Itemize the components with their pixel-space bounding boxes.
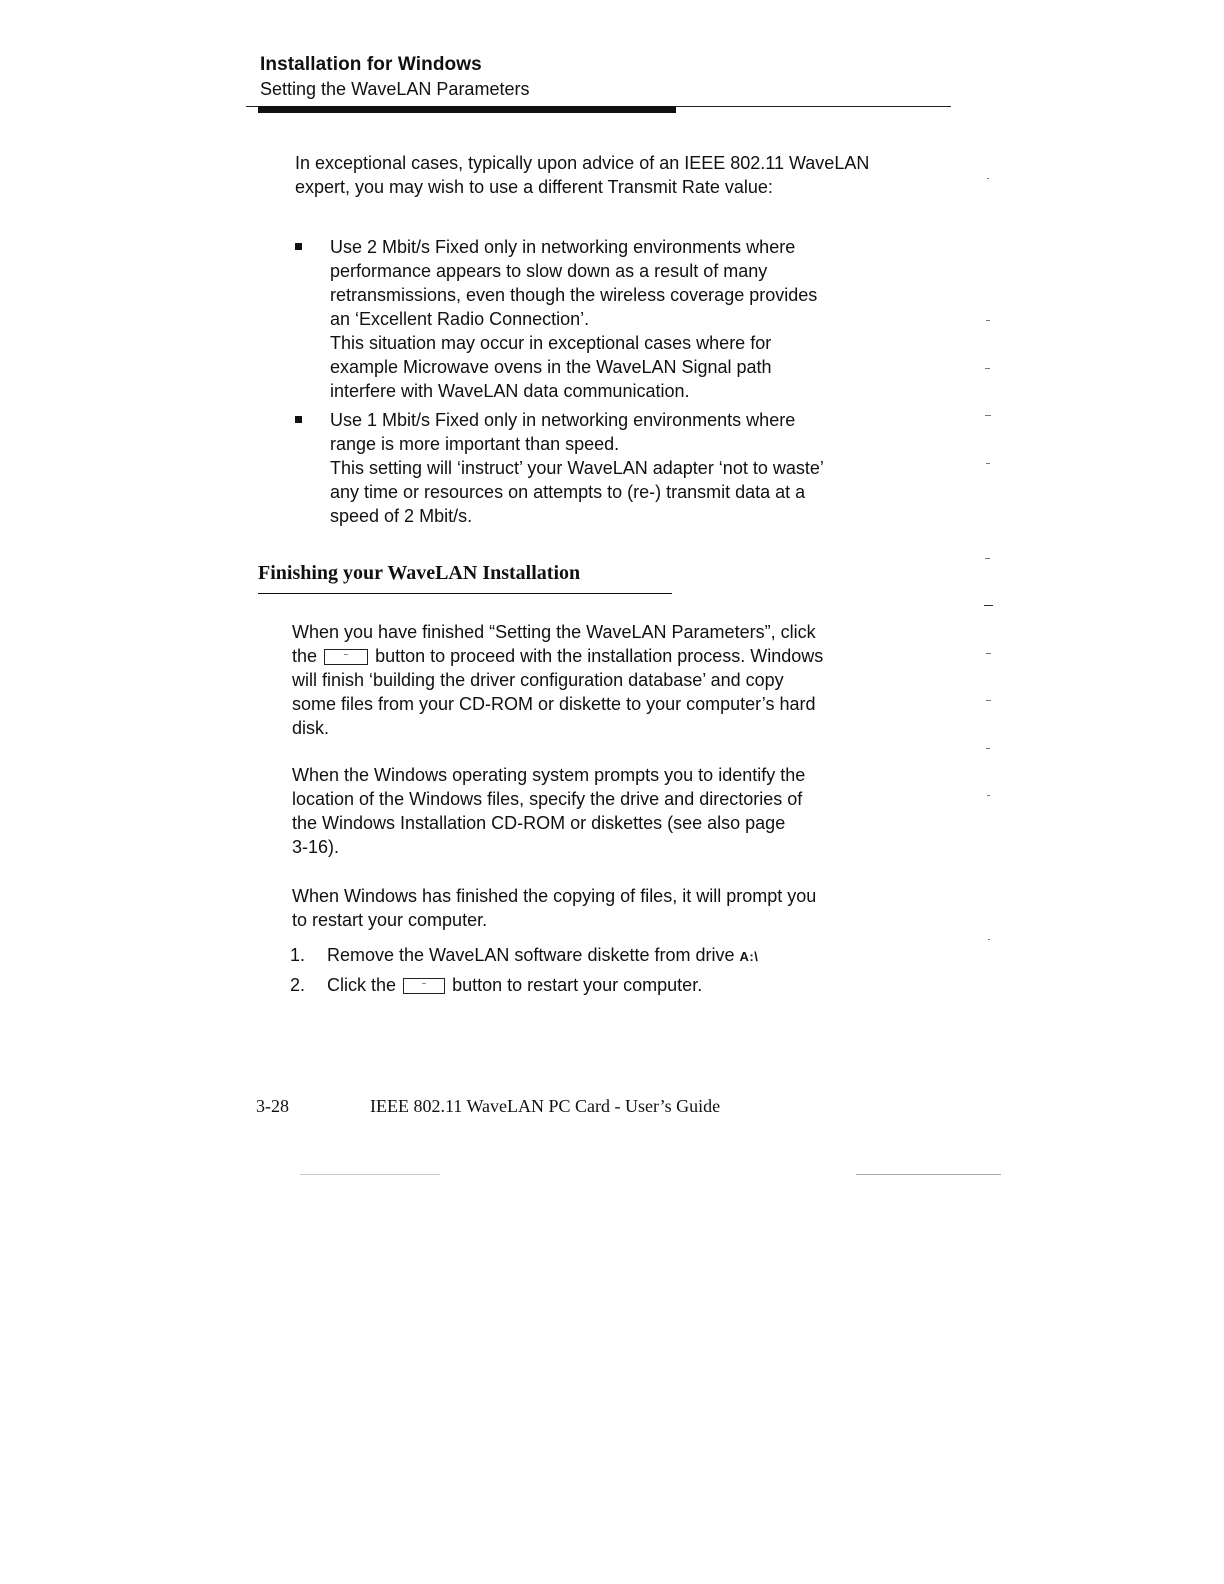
scan-speck <box>986 653 991 654</box>
step-label: Click the <box>327 975 397 995</box>
bullet-item <box>330 235 890 403</box>
para-line: the Windows Installation CD-ROM or diskettes (see also page <box>292 813 786 833</box>
step-label: button to restart your computer. <box>452 975 703 995</box>
step-label: Remove the WaveLAN software diskette from drive <box>327 945 735 965</box>
bullet-line: retransmissions, even though the wireless coverage provides <box>330 285 818 305</box>
para-line: When Windows has finished the copying of files, it will prompt you <box>292 886 817 906</box>
scan-speck <box>985 558 990 559</box>
finish-paragraph-1 <box>292 620 902 740</box>
drive-letter: A:\ <box>739 949 759 964</box>
bullet-line: interfere with WaveLAN data communication. <box>330 381 690 401</box>
bullet-item <box>330 408 890 528</box>
footer-title: IEEE 802.11 WaveLAN PC Card - User’s Guide <box>370 1096 721 1116</box>
scan-speck <box>987 795 990 796</box>
scan-speck <box>985 368 990 369</box>
finish-paragraph-2 <box>292 763 902 859</box>
bullet-line: an ‘Excellent Radio Connection’. <box>330 309 590 329</box>
step-text <box>327 973 887 997</box>
step-text <box>327 943 887 969</box>
header-rule-bar <box>258 106 676 113</box>
para-line: When you have finished “Setting the WaveLAN Parameters”, click <box>292 622 816 642</box>
para-text: button to proceed with the installation process. Windows <box>375 646 824 666</box>
bullet-square-icon <box>295 243 302 250</box>
para-line: will finish ‘building the driver configuration database’ and copy <box>292 670 784 690</box>
bullet-line: performance appears to slow down as a result of many <box>330 261 768 281</box>
step-number: 2. <box>290 975 306 995</box>
para-line: to restart your computer. <box>292 910 488 930</box>
scan-speck <box>300 1174 440 1175</box>
para-line: some files from your CD-ROM or diskette to your computer’s hard <box>292 694 816 714</box>
para-line: location of the Windows files, specify the drive and directories of <box>292 789 803 809</box>
bullet-line: Use 1 Mbit/s Fixed only in networking environments where <box>330 410 796 430</box>
para-line <box>292 644 902 668</box>
finish-button-icon <box>403 978 445 994</box>
intro-paragraph: In exceptional cases, typically upon advice of an IEEE 802.11 WaveLAN expert, you may wish to use a different Transmit Rate value: <box>295 153 870 197</box>
scan-speck <box>988 939 990 940</box>
para-line: When the Windows operating system prompts you to identify the <box>292 765 806 785</box>
para-line: disk. <box>292 718 330 738</box>
bullet-line: This situation may occur in exceptional cases where for <box>330 333 772 353</box>
scan-speck <box>984 605 993 606</box>
bullet-line: example Microwave ovens in the WaveLAN Signal path <box>330 357 772 377</box>
scan-speck <box>986 700 991 701</box>
step-number: 1. <box>290 945 306 965</box>
chapter-title: Installation for Windows <box>260 54 482 75</box>
bullet-line: Use 2 Mbit/s Fixed only in networking environments where <box>330 237 796 257</box>
para-text: the <box>292 646 318 666</box>
section-heading-rule <box>258 593 672 594</box>
scan-speck <box>985 415 991 416</box>
section-title: Setting the WaveLAN Parameters <box>260 79 530 99</box>
scan-speck <box>986 463 990 464</box>
next-button-icon <box>324 649 368 665</box>
scan-speck <box>856 1174 1001 1175</box>
para-line: 3-16). <box>292 837 340 857</box>
scan-speck <box>986 748 990 749</box>
page-number: 3-28 <box>256 1096 289 1116</box>
bullet-line: This setting will ‘instruct’ your WaveLAN adapter ‘not to waste’ <box>330 458 824 478</box>
finish-paragraph-3 <box>292 884 902 932</box>
bullet-line: speed of 2 Mbit/s. <box>330 506 473 526</box>
bullet-line: any time or resources on attempts to (re-) transmit data at a <box>330 482 806 502</box>
scan-speck <box>987 178 989 179</box>
section-heading: Finishing your WaveLAN Installation <box>258 562 581 584</box>
bullet-line: range is more important than speed. <box>330 434 620 454</box>
bullet-square-icon <box>295 416 302 423</box>
scan-speck <box>986 320 990 321</box>
